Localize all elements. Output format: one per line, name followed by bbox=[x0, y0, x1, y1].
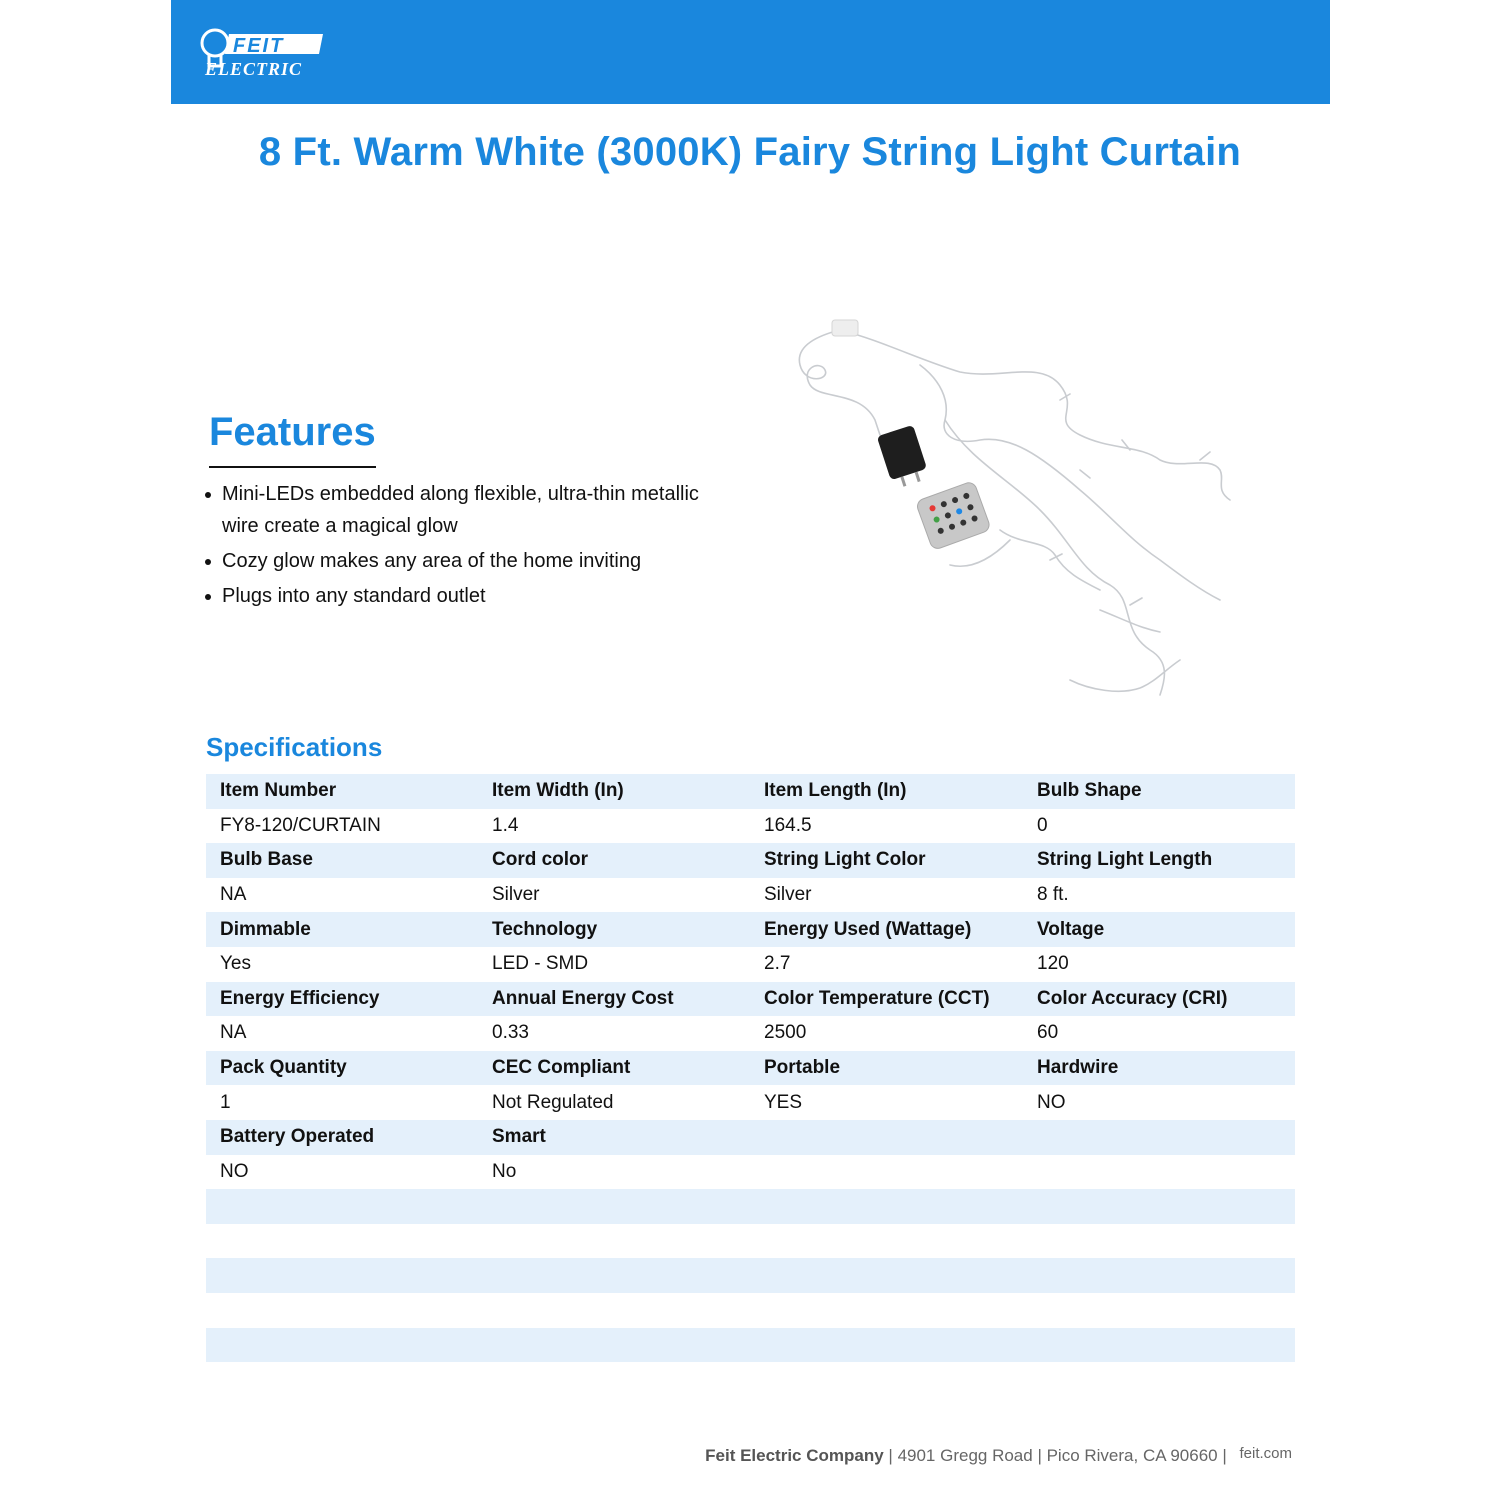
spec-label-row bbox=[206, 774, 1295, 809]
spec-value bbox=[750, 1224, 1023, 1259]
feature-item: Plugs into any standard outlet bbox=[200, 580, 700, 612]
spec-empty-row bbox=[206, 1293, 1295, 1328]
spec-label-row bbox=[206, 843, 1295, 878]
feit-electric-logo[interactable] bbox=[199, 26, 329, 80]
spec-label: Portable bbox=[750, 1051, 1023, 1086]
spec-label bbox=[206, 1189, 478, 1224]
spec-value: 164.5 bbox=[750, 809, 1023, 844]
features-underline bbox=[209, 466, 376, 468]
spec-value-row bbox=[206, 878, 1295, 913]
spec-value bbox=[206, 1224, 478, 1259]
page-title: 8 Ft. Warm White (3000K) Fairy String Light Curtain bbox=[258, 130, 1242, 174]
spec-label: Pack Quantity bbox=[206, 1051, 478, 1086]
spec-value: Silver bbox=[478, 878, 750, 913]
spec-value: YES bbox=[750, 1085, 1023, 1120]
spec-empty-row bbox=[206, 1224, 1295, 1259]
spec-empty-row bbox=[206, 1258, 1295, 1293]
spec-label: Cord color bbox=[478, 843, 750, 878]
spec-value: 2500 bbox=[750, 1016, 1023, 1051]
spec-label bbox=[478, 1189, 750, 1224]
spec-label: Voltage bbox=[1023, 912, 1295, 947]
spec-label bbox=[1023, 1258, 1295, 1293]
spec-label: CEC Compliant bbox=[478, 1051, 750, 1086]
footer bbox=[705, 1446, 1292, 1466]
spec-value: 120 bbox=[1023, 947, 1295, 982]
footer-address: | 4901 Gregg Road | Pico Rivera, CA 90660 | bbox=[883, 1446, 1232, 1465]
spec-label: Energy Efficiency bbox=[206, 982, 478, 1017]
spec-label-row bbox=[206, 1051, 1295, 1086]
spec-value: Yes bbox=[206, 947, 478, 982]
bulb-logo-icon bbox=[199, 26, 329, 80]
spec-label bbox=[206, 1258, 478, 1293]
spec-value bbox=[478, 1293, 750, 1328]
spec-value bbox=[1023, 1155, 1295, 1190]
spec-label: Color Accuracy (CRI) bbox=[1023, 982, 1295, 1017]
spec-value-row bbox=[206, 1085, 1295, 1120]
spec-value: No bbox=[478, 1155, 750, 1190]
spec-label: Annual Energy Cost bbox=[478, 982, 750, 1017]
spec-label bbox=[478, 1258, 750, 1293]
spec-empty-row bbox=[206, 1328, 1295, 1363]
spec-label bbox=[478, 1328, 750, 1363]
spec-value-row bbox=[206, 1016, 1295, 1051]
spec-label bbox=[750, 1189, 1023, 1224]
spec-label: Dimmable bbox=[206, 912, 478, 947]
footer-website-link[interactable]: feit.com bbox=[1239, 1445, 1292, 1462]
spec-label-row bbox=[206, 912, 1295, 947]
spec-value: LED - SMD bbox=[478, 947, 750, 982]
spec-value: NA bbox=[206, 1016, 478, 1051]
spec-value: 2.7 bbox=[750, 947, 1023, 982]
header-bar bbox=[171, 0, 1330, 104]
spec-label: Energy Used (Wattage) bbox=[750, 912, 1023, 947]
spec-label: Battery Operated bbox=[206, 1120, 478, 1155]
spec-value: Silver bbox=[750, 878, 1023, 913]
spec-label: Item Length (In) bbox=[750, 774, 1023, 809]
spec-value: 8 ft. bbox=[1023, 878, 1295, 913]
spec-value: NA bbox=[206, 878, 478, 913]
spec-value: 1 bbox=[206, 1085, 478, 1120]
specifications-table bbox=[206, 774, 1295, 1362]
spec-label bbox=[750, 1258, 1023, 1293]
spec-value bbox=[478, 1224, 750, 1259]
spec-value-row bbox=[206, 947, 1295, 982]
footer-company: Feit Electric Company bbox=[705, 1446, 884, 1465]
spec-label bbox=[1023, 1120, 1295, 1155]
spec-label: Bulb Shape bbox=[1023, 774, 1295, 809]
item-number-link[interactable]: FY8-120/CURTAIN bbox=[206, 809, 478, 844]
spec-label: String Light Length bbox=[1023, 843, 1295, 878]
spec-value bbox=[206, 1293, 478, 1328]
spec-value: NO bbox=[206, 1155, 478, 1190]
spec-label: Technology bbox=[478, 912, 750, 947]
logo-text-electric: ELECTRIC bbox=[205, 59, 303, 79]
spec-value: 1.4 bbox=[478, 809, 750, 844]
spec-value: Not Regulated bbox=[478, 1085, 750, 1120]
spec-value-row bbox=[206, 1155, 1295, 1190]
spec-label: String Light Color bbox=[750, 843, 1023, 878]
spec-value: NO bbox=[1023, 1085, 1295, 1120]
spec-label bbox=[750, 1328, 1023, 1363]
spec-value bbox=[750, 1293, 1023, 1328]
specifications-heading: Specifications bbox=[206, 732, 383, 762]
features-list bbox=[200, 478, 700, 615]
spec-label: Color Temperature (CCT) bbox=[750, 982, 1023, 1017]
spec-label bbox=[1023, 1189, 1295, 1224]
spec-value: 0.33 bbox=[478, 1016, 750, 1051]
spec-value bbox=[1023, 1293, 1295, 1328]
spec-label bbox=[206, 1328, 478, 1363]
feature-item: Cozy glow makes any area of the home inviting bbox=[200, 545, 700, 577]
spec-label-row bbox=[206, 1120, 1295, 1155]
spec-label: Smart bbox=[478, 1120, 750, 1155]
spec-label bbox=[750, 1120, 1023, 1155]
feature-item: Mini-LEDs embedded along flexible, ultra-thin metallic wire create a magical glow bbox=[200, 478, 700, 542]
logo-text-feit: FEIT bbox=[233, 35, 285, 57]
spec-value bbox=[750, 1155, 1023, 1190]
spec-value: 60 bbox=[1023, 1016, 1295, 1051]
spec-empty-row bbox=[206, 1189, 1295, 1224]
spec-value: 0 bbox=[1023, 809, 1295, 844]
product-image bbox=[780, 310, 1250, 710]
spec-label: Hardwire bbox=[1023, 1051, 1295, 1086]
spec-value-row bbox=[206, 809, 1295, 844]
features-heading: Features bbox=[209, 410, 376, 454]
spec-value bbox=[1023, 1224, 1295, 1259]
spec-label: Item Width (In) bbox=[478, 774, 750, 809]
spec-label-row bbox=[206, 982, 1295, 1017]
spec-label bbox=[1023, 1328, 1295, 1363]
string-light-curtain-product-image bbox=[780, 310, 1250, 710]
spec-label: Item Number bbox=[206, 774, 478, 809]
spec-label: Bulb Base bbox=[206, 843, 478, 878]
